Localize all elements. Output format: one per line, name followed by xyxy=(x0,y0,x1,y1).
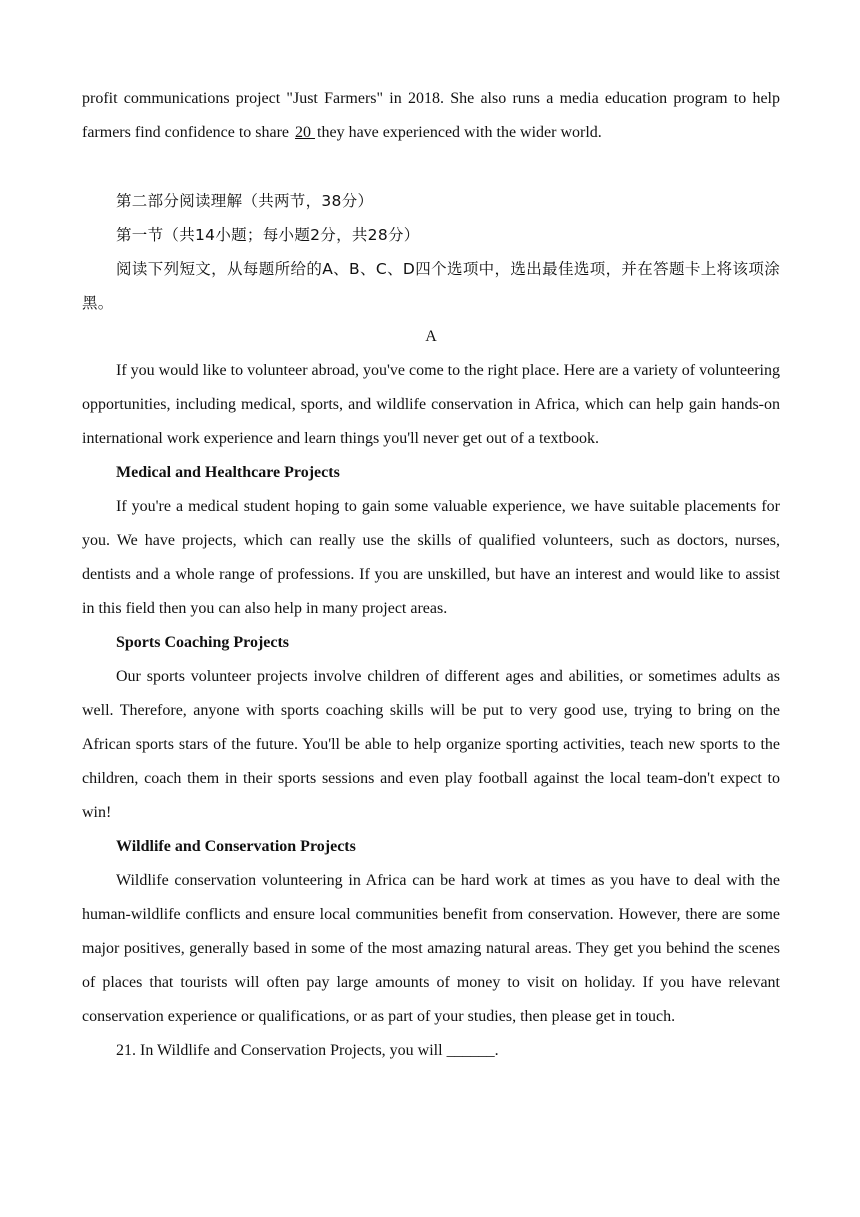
section-body-medical: If you're a medical student hoping to gain some valuable experience, we have suitable placements for you. We have projects, which can really use the skills of qualified volunteers, such as doctors, nurses, dentists and a whole range of professions. If you are unskilled, but have an interest and would like to assist in this field then you can also help in many project areas. xyxy=(82,498,780,617)
section-heading-medical: Medical and Healthcare Projects xyxy=(116,464,340,481)
passage-intro: If you would like to volunteer abroad, you've come to the right place. Here are a variety of volunteering opportunities, including medical, sports, and wildlife conservation in Africa, which can help gain hands-on international work experience and learn things you'll never get out of a textbook. xyxy=(82,362,780,447)
document-page xyxy=(82,82,780,1068)
question-21: 21. In Wildlife and Conservation Projects, you will ______. xyxy=(116,1042,499,1059)
section-heading-wildlife: Wildlife and Conservation Projects xyxy=(116,838,356,855)
blank-20: 20 xyxy=(295,124,316,141)
passage-label: A xyxy=(425,328,437,345)
subsection-title: 第一节（共14小题；每小题2分，共28分） xyxy=(116,226,420,244)
intro-paragraph xyxy=(82,82,780,150)
instructions: 阅读下列短文，从每题所给的A、B、C、D四个选项中，选出最佳选项，并在答题卡上将该项涂黑。 xyxy=(82,260,780,312)
intro-text-part1: profit communications project "Just Farmers" in 2018. She also runs a media education program to help farmers find confidence to share xyxy=(82,90,780,141)
section-body-sports: Our sports volunteer projects involve children of different ages and abilities, or sometimes adults as well. Therefore, anyone with sports coaching skills will be put to very good use, trying to bring on the African sports stars of the future. You'll be able to help organize sporting activities, teach new sports to the children, coach them in their sports sessions and even play football against the local team-don't expect to win! xyxy=(82,668,780,821)
section-title: 第二部分阅读理解（共两节，38分） xyxy=(116,192,374,210)
section-heading-sports: Sports Coaching Projects xyxy=(116,634,290,651)
section-body-wildlife: Wildlife conservation volunteering in Africa can be hard work at times as you have to deal with the human-wildlife conflicts and ensure local communities benefit from conservation. However, there are some major positives, generally based in some of the most amazing natural areas. They get you behind the scenes of places that tourists will often pay large amounts of money to visit on holiday. If you have relevant conservation experience or qualifications, or as part of your studies, then please get in touch. xyxy=(82,872,780,1025)
intro-text-part2: they have experienced with the wider world. xyxy=(317,124,602,141)
spacer xyxy=(82,150,780,184)
